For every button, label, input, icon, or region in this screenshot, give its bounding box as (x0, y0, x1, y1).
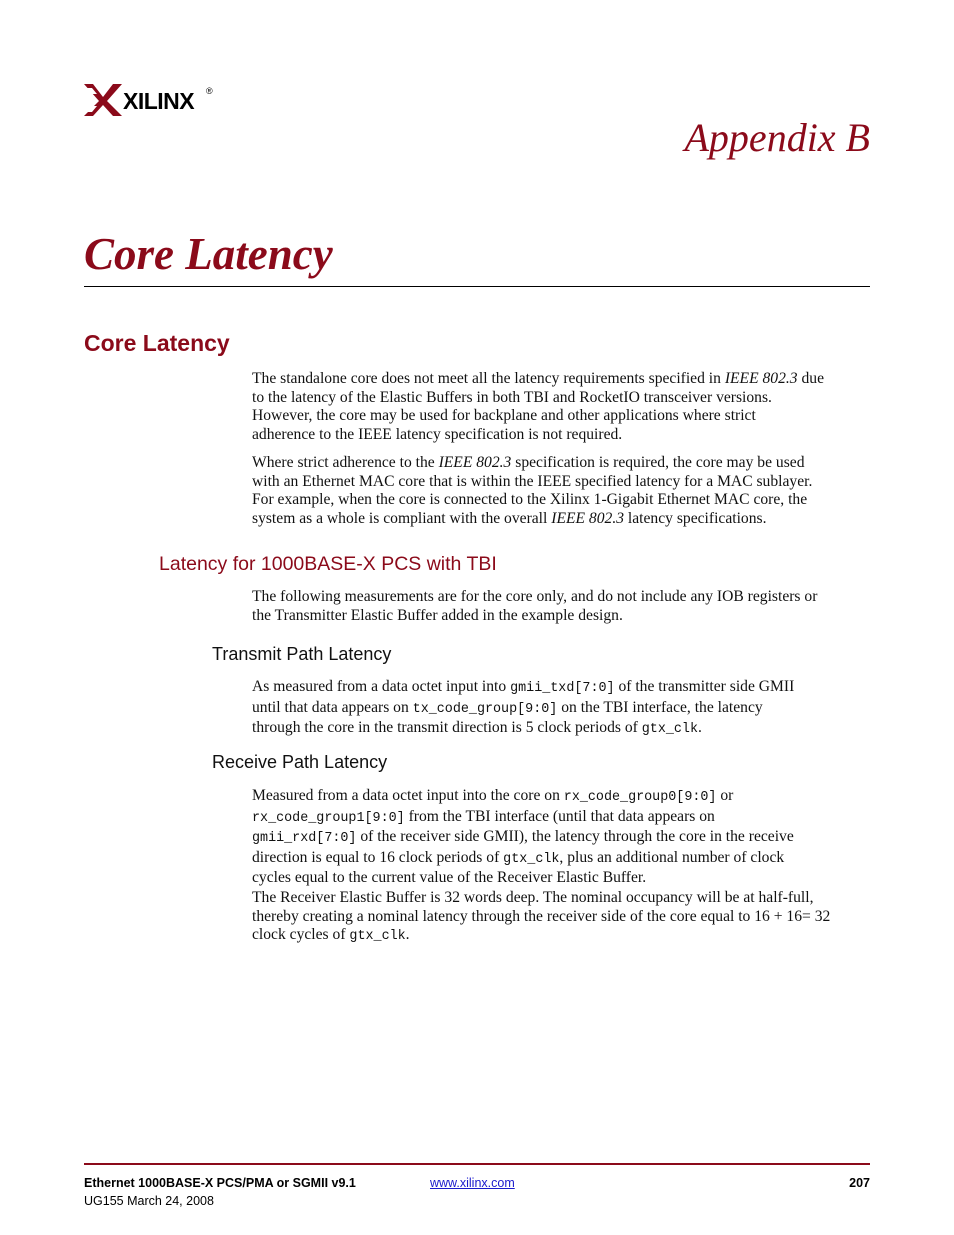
footer-url-link[interactable]: www.xilinx.com (430, 1176, 515, 1190)
receive-heading: Receive Path Latency (212, 752, 388, 772)
section-heading: Core Latency (84, 330, 230, 356)
transmit-heading: Transmit Path Latency (212, 644, 392, 664)
text-line: Measured from a data octet input into the core on rx_code_group0[9:0] or (252, 787, 734, 805)
chapter-title-rule (84, 286, 870, 287)
section-paragraph-1 (252, 370, 870, 444)
text-line: the Transmitter Elastic Buffer added in the example design. (252, 606, 623, 624)
text-line: rx_code_group1[9:0] from the TBI interface (until that data appears on (252, 807, 715, 826)
signal-name: rx_code_group0[9:0] (563, 790, 717, 805)
transmit-paragraph (252, 678, 870, 740)
receive-paragraph-2 (252, 889, 870, 947)
text-line: The Receiver Elastic Buffer is 32 words deep. The nominal occupancy will be at half-full, (252, 889, 814, 906)
footer-doc-title: Ethernet 1000BASE-X PCS/PMA or SGMII v9.1 (84, 1176, 356, 1190)
appendix-label: Appendix B (684, 115, 870, 160)
ieee-reference: IEEE 802.3 (551, 509, 625, 527)
text-line: As measured from a data octet input into gmii_txd[7:0] of the transmitter side GMII (252, 678, 795, 696)
signal-name: gmii_txd[7:0] (510, 681, 615, 696)
signal-name: gtx_clk (349, 929, 406, 945)
xilinx-logo-mark-icon (84, 82, 122, 118)
text-line: The standalone core does not meet all the latency requirements specified in IEEE 802.3 due (252, 370, 825, 387)
text-line: to the latency of the Elastic Buffers in both TBI and RocketIO transceiver versions. (252, 388, 772, 406)
text-line: For example, when the core is connected to the Xilinx 1-Gigabit Ethernet MAC core, the (252, 491, 808, 509)
footer-page-number: 207 (849, 1176, 870, 1190)
section-paragraph-2 (252, 454, 870, 528)
ieee-reference: IEEE 802.3 (724, 370, 798, 387)
signal-name: gtx_clk (503, 851, 560, 867)
text-line: cycles equal to the current value of the Receiver Elastic Buffer. (252, 869, 647, 887)
text-line: gmii_rxd[7:0] of the receiver side GMII), the latency through the core in the receive (252, 828, 794, 847)
ieee-reference: IEEE 802.3 (438, 454, 512, 471)
text-line: clock cycles of gtx_clk. (252, 926, 410, 945)
text-line: through the core in the transmit direction is 5 clock periods of gtx_clk. (252, 719, 702, 738)
registered-mark: ® (206, 86, 213, 96)
text-line: adherence to the IEEE latency specification is not required. (252, 425, 623, 443)
footer-doc-id-date: UG155 March 24, 2008 (84, 1194, 214, 1208)
subsection-heading: Latency for 1000BASE-X PCS with TBI (159, 553, 497, 575)
text-line: thereby creating a nominal latency through the receiver side of the core equal to 16 + 16= 32 (252, 907, 831, 925)
chapter-title: Core Latency (84, 229, 333, 279)
text-line: with an Ethernet MAC core that is within the IEEE specified latency for a MAC sublayer. (252, 472, 813, 490)
text-line: However, the core may be used for backplane and other applications where strict (252, 407, 756, 425)
signal-name: gtx_clk (641, 722, 698, 738)
text-line: The following measurements are for the core only, and do not include any IOB registers or (252, 588, 818, 605)
text-line: system as a whole is compliant with the overall IEEE 802.3 latency specifications. (252, 509, 767, 527)
text-line: direction is equal to 16 clock periods of gtx_clk, plus an additional number of clock (252, 848, 785, 867)
subsection-paragraph (252, 588, 870, 625)
text-line: Where strict adherence to the IEEE 802.3 specification is required, the core may be used (252, 454, 805, 471)
receive-paragraph-1 (252, 787, 870, 888)
signal-name: rx_code_group1[9:0] (252, 810, 405, 826)
text-line: until that data appears on tx_code_group[9:0] on the TBI interface, the latency (252, 698, 763, 717)
xilinx-logo-text: XILINX (123, 88, 195, 114)
signal-name: gmii_rxd[7:0] (252, 831, 357, 847)
signal-name: tx_code_group[9:0] (412, 701, 558, 717)
xilinx-logo (84, 82, 224, 118)
footer-rule (84, 1163, 870, 1165)
